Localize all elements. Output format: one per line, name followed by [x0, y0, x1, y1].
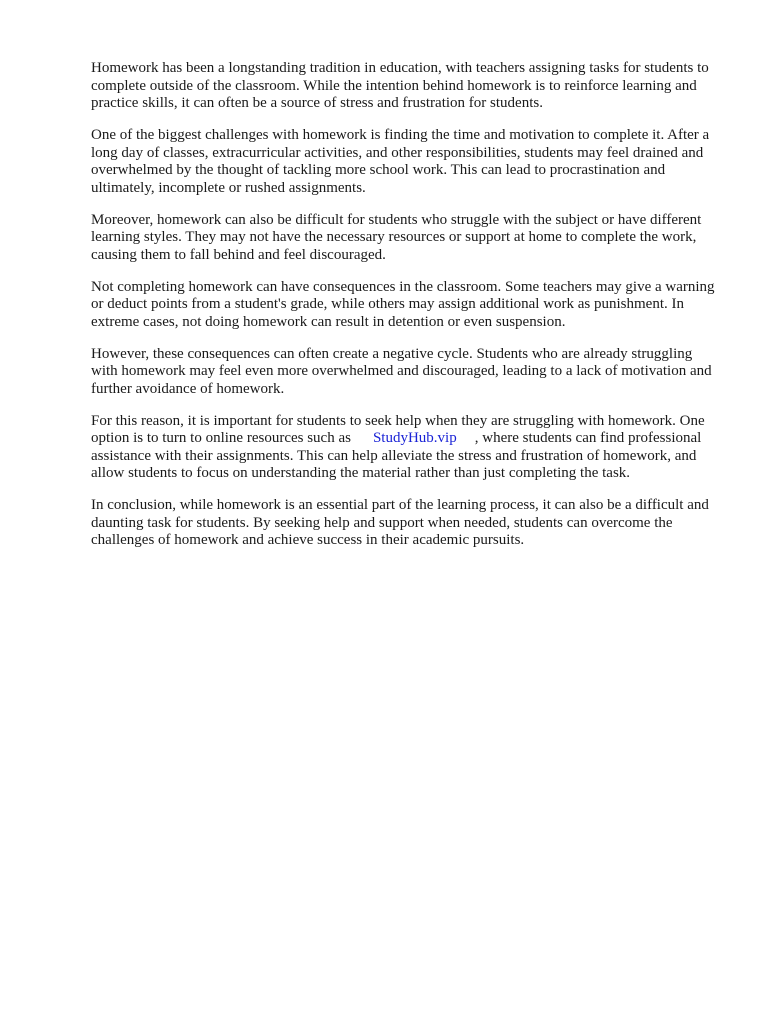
help-text-after-link: , where students can find professional assistance with their assignments. This can help alleviate the stress and frustration of homework, and allow students to focus on understanding the material rather than just completing the task. [91, 430, 702, 481]
studyhub-link[interactable]: StudyHub.vip [372, 430, 457, 446]
paragraph-consequences: Not completing homework can have consequences in the classroom. Some teachers may give a warning or deduct points from a student's grade, while others may assign additional work as punishment. In extreme cases, not doing homework can result in detention or even suspension. [91, 278, 715, 330]
paragraph-seek-help [91, 413, 721, 483]
paragraph-conclusion: In conclusion, while homework is an essential part of the learning process, it can also be a difficult and daunting task for students. By seeking help and support when needed, students can overcome the challenges of homework and achieve success in their academic pursuits. [91, 497, 709, 548]
paragraph-intro: Homework has been a longstanding tradition in education, with teachers assigning tasks for students to complete outside of the classroom. While the intention behind homework is to reinforce learning and practice skills, it can often be a source of stress and frustration for students. [91, 60, 709, 111]
document-page [91, 60, 721, 564]
paragraph-challenges: One of the biggest challenges with homework is finding the time and motivation to complete it. After a long day of classes, extracurricular activities, and other responsibilities, students may feel drained and overwhelmed by the thought of tackling more school work. This can lead to procrastination and ultimately, incomplete or rushed assignments. [91, 127, 710, 196]
help-text-before-link: For this reason, it is important for students to seek help when they are struggling with homework. One option is to turn to online resources such as [91, 412, 705, 446]
paragraph-learning-styles: Moreover, homework can also be difficult for students who struggle with the subject or have different learning styles. They may not have the necessary resources or support at home to complete the work, causing them to fall behind and feel discouraged. [91, 211, 702, 263]
paragraph-negative-cycle: However, these consequences can often create a negative cycle. Students who are already struggling with homework may feel even more overwhelmed and discouraged, leading to a lack of motivation and further avoidance of homework. [91, 345, 712, 397]
